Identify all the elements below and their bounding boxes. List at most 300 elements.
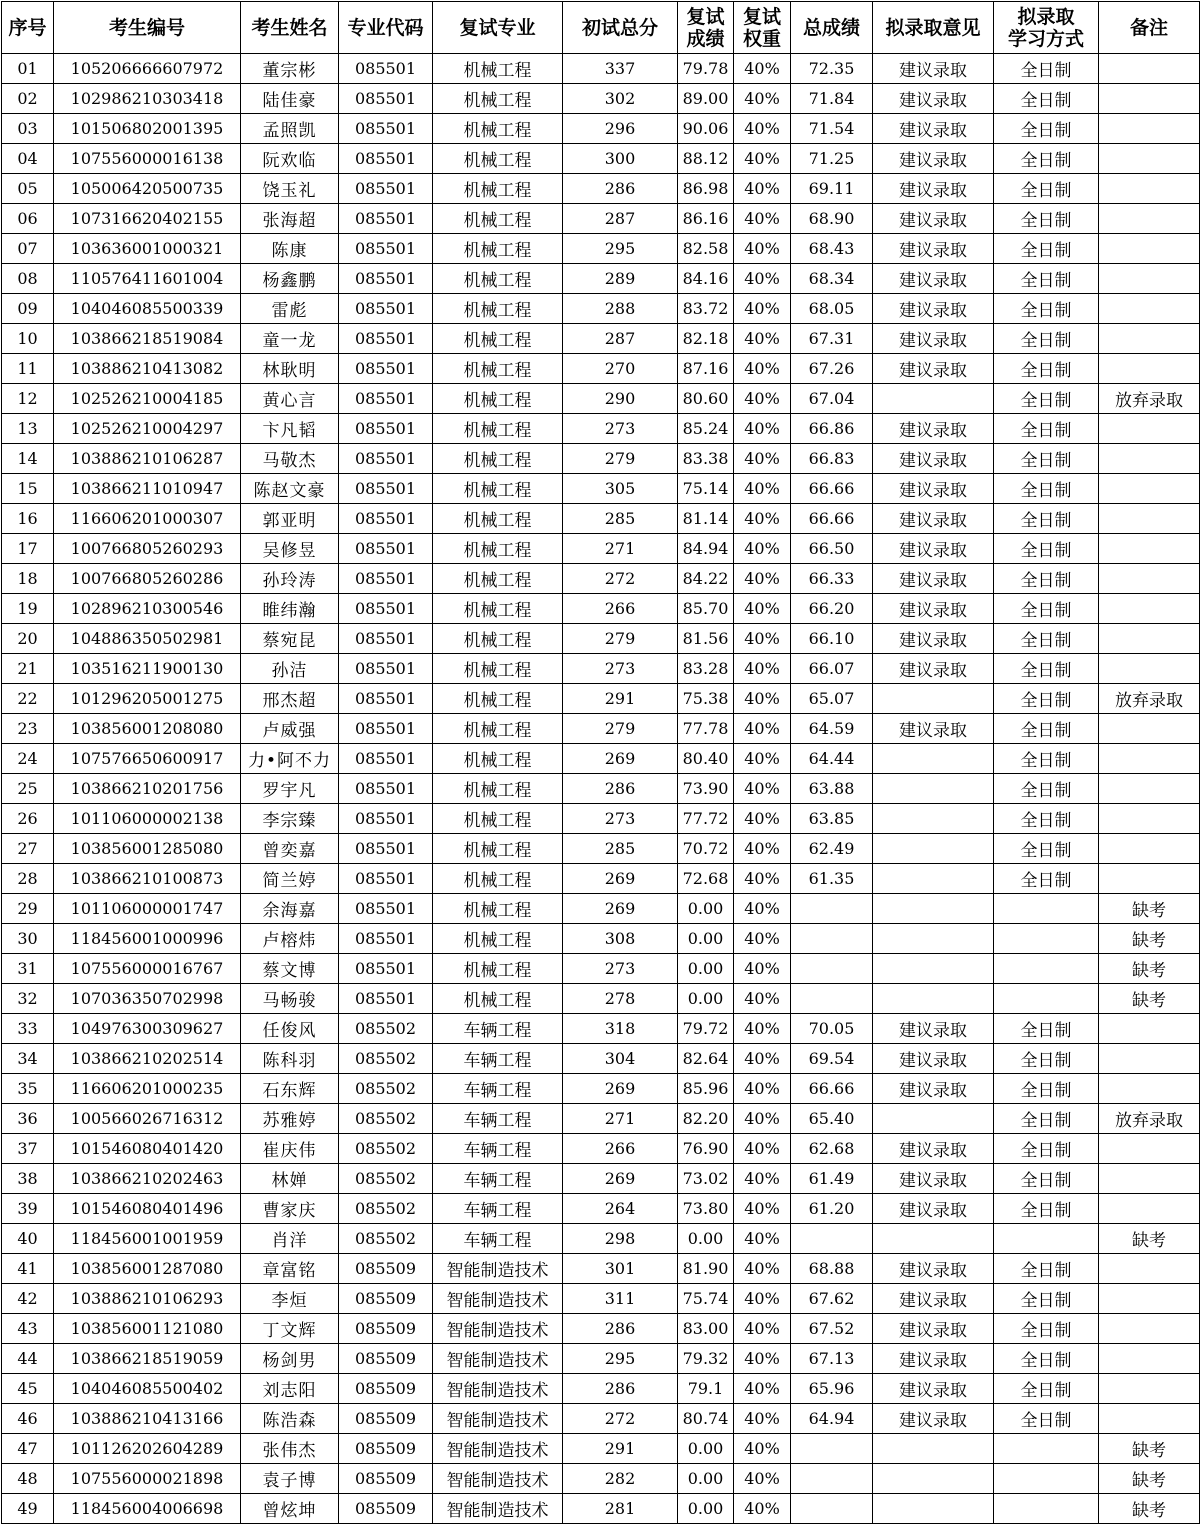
cell-retest-weight: 40% [734, 384, 791, 414]
cell-retest-score: 75.38 [678, 684, 734, 714]
cell-retest-score: 77.78 [678, 714, 734, 744]
cell-retest-score: 0.00 [678, 1224, 734, 1254]
cell-retest-score: 82.20 [678, 1104, 734, 1134]
cell-retest-score: 81.90 [678, 1254, 734, 1284]
cell-initial-total: 301 [563, 1254, 678, 1284]
cell-seq: 47 [2, 1434, 54, 1464]
cell-total-score: 70.05 [791, 1014, 873, 1044]
cell-retest-weight: 40% [734, 474, 791, 504]
cell-major-code: 085509 [339, 1464, 433, 1494]
cell-admission-advice [873, 924, 994, 954]
cell-total-score: 66.66 [791, 474, 873, 504]
cell-initial-total: 269 [563, 894, 678, 924]
cell-candidate-id: 103856001287080 [54, 1254, 241, 1284]
cell-initial-total: 288 [563, 294, 678, 324]
cell-admission-advice: 建议录取 [873, 564, 994, 594]
cell-total-score: 66.10 [791, 624, 873, 654]
table-row [2, 1134, 1200, 1164]
cell-candidate-id: 103516211900130 [54, 654, 241, 684]
table-row [2, 744, 1200, 774]
cell-total-score [791, 984, 873, 1014]
cell-initial-total: 305 [563, 474, 678, 504]
cell-seq: 44 [2, 1344, 54, 1374]
cell-remark [1099, 174, 1200, 204]
cell-candidate-name: 卢榕炜 [241, 924, 339, 954]
cell-initial-total: 279 [563, 714, 678, 744]
cell-admission-advice: 建议录取 [873, 1044, 994, 1074]
cell-study-mode: 全日制 [994, 834, 1099, 864]
cell-major-code: 085502 [339, 1044, 433, 1074]
cell-candidate-id: 103856001285080 [54, 834, 241, 864]
cell-retest-score: 0.00 [678, 1494, 734, 1524]
cell-total-score: 67.13 [791, 1344, 873, 1374]
cell-study-mode: 全日制 [994, 534, 1099, 564]
cell-initial-total: 272 [563, 1404, 678, 1434]
table-row [2, 1224, 1200, 1254]
table-row [2, 414, 1200, 444]
cell-study-mode [994, 894, 1099, 924]
cell-initial-total: 273 [563, 954, 678, 984]
cell-candidate-id: 102896210300546 [54, 594, 241, 624]
cell-initial-total: 286 [563, 774, 678, 804]
cell-admission-advice: 建议录取 [873, 234, 994, 264]
cell-remark [1099, 1014, 1200, 1044]
cell-initial-total: 318 [563, 1014, 678, 1044]
cell-admission-advice [873, 384, 994, 414]
cell-study-mode: 全日制 [994, 714, 1099, 744]
cell-candidate-name: 雷彪 [241, 294, 339, 324]
cell-retest-major: 机械工程 [433, 744, 563, 774]
cell-seq: 36 [2, 1104, 54, 1134]
cell-admission-advice [873, 804, 994, 834]
cell-admission-advice [873, 1464, 994, 1494]
cell-candidate-id: 116606201000235 [54, 1074, 241, 1104]
table-row [2, 294, 1200, 324]
cell-candidate-name: 睢纬瀚 [241, 594, 339, 624]
cell-major-code: 085502 [339, 1134, 433, 1164]
cell-major-code: 085501 [339, 144, 433, 174]
cell-total-score [791, 1464, 873, 1494]
cell-total-score: 63.85 [791, 804, 873, 834]
cell-study-mode: 全日制 [994, 864, 1099, 894]
cell-retest-score: 75.14 [678, 474, 734, 504]
cell-candidate-id: 107556000016767 [54, 954, 241, 984]
cell-retest-weight: 40% [734, 744, 791, 774]
cell-total-score: 67.52 [791, 1314, 873, 1344]
cell-candidate-name: 孟照凯 [241, 114, 339, 144]
cell-major-code: 085501 [339, 594, 433, 624]
cell-study-mode [994, 1464, 1099, 1494]
cell-seq: 21 [2, 654, 54, 684]
cell-study-mode: 全日制 [994, 1044, 1099, 1074]
header-seq: 序号 [2, 2, 54, 54]
cell-major-code: 085501 [339, 564, 433, 594]
cell-admission-advice: 建议录取 [873, 444, 994, 474]
cell-retest-major: 机械工程 [433, 474, 563, 504]
cell-study-mode: 全日制 [994, 624, 1099, 654]
cell-retest-score: 81.56 [678, 624, 734, 654]
table-row [2, 864, 1200, 894]
cell-candidate-name: 李烜 [241, 1284, 339, 1314]
cell-study-mode: 全日制 [994, 1374, 1099, 1404]
cell-retest-score: 80.40 [678, 744, 734, 774]
cell-initial-total: 308 [563, 924, 678, 954]
cell-retest-score: 87.16 [678, 354, 734, 384]
cell-seq: 41 [2, 1254, 54, 1284]
cell-initial-total: 271 [563, 534, 678, 564]
cell-candidate-id: 103856001121080 [54, 1314, 241, 1344]
table-row [2, 804, 1200, 834]
cell-admission-advice [873, 984, 994, 1014]
cell-retest-major: 机械工程 [433, 174, 563, 204]
cell-admission-advice: 建议录取 [873, 324, 994, 354]
cell-retest-score: 86.98 [678, 174, 734, 204]
cell-initial-total: 286 [563, 174, 678, 204]
cell-total-score: 66.86 [791, 414, 873, 444]
cell-candidate-name: 陈康 [241, 234, 339, 264]
cell-retest-weight: 40% [734, 984, 791, 1014]
table-row [2, 1104, 1200, 1134]
cell-candidate-id: 107316620402155 [54, 204, 241, 234]
cell-retest-major: 机械工程 [433, 894, 563, 924]
cell-retest-major: 智能制造技术 [433, 1464, 563, 1494]
cell-major-code: 085501 [339, 684, 433, 714]
cell-remark: 放弃录取 [1099, 1104, 1200, 1134]
cell-retest-score: 73.02 [678, 1164, 734, 1194]
cell-seq: 32 [2, 984, 54, 1014]
cell-candidate-name: 童一龙 [241, 324, 339, 354]
cell-initial-total: 291 [563, 1434, 678, 1464]
cell-candidate-id: 110576411601004 [54, 264, 241, 294]
cell-retest-weight: 40% [734, 1374, 791, 1404]
cell-major-code: 085502 [339, 1224, 433, 1254]
cell-retest-major: 智能制造技术 [433, 1404, 563, 1434]
cell-initial-total: 264 [563, 1194, 678, 1224]
cell-retest-score: 0.00 [678, 1464, 734, 1494]
cell-admission-advice: 建议录取 [873, 294, 994, 324]
cell-retest-major: 智能制造技术 [433, 1494, 563, 1524]
cell-major-code: 085501 [339, 264, 433, 294]
header-retest-weight: 复试 权重 [734, 2, 791, 54]
cell-candidate-id: 100766805260286 [54, 564, 241, 594]
cell-remark [1099, 864, 1200, 894]
cell-retest-major: 机械工程 [433, 834, 563, 864]
cell-total-score: 66.33 [791, 564, 873, 594]
cell-remark [1099, 774, 1200, 804]
cell-major-code: 085501 [339, 954, 433, 984]
cell-retest-score: 79.1 [678, 1374, 734, 1404]
cell-candidate-name: 袁子博 [241, 1464, 339, 1494]
cell-study-mode [994, 1494, 1099, 1524]
cell-remark: 缺考 [1099, 894, 1200, 924]
cell-retest-weight: 40% [734, 1494, 791, 1524]
cell-initial-total: 287 [563, 204, 678, 234]
cell-retest-major: 机械工程 [433, 354, 563, 384]
cell-seq: 42 [2, 1284, 54, 1314]
cell-major-code: 085501 [339, 384, 433, 414]
cell-retest-weight: 40% [734, 1344, 791, 1374]
cell-total-score: 66.66 [791, 504, 873, 534]
cell-candidate-name: 郭亚明 [241, 504, 339, 534]
cell-admission-advice [873, 774, 994, 804]
cell-initial-total: 337 [563, 54, 678, 84]
cell-seq: 35 [2, 1074, 54, 1104]
cell-candidate-id: 103636001000321 [54, 234, 241, 264]
table-row [2, 894, 1200, 924]
cell-retest-weight: 40% [734, 1254, 791, 1284]
cell-major-code: 085509 [339, 1314, 433, 1344]
cell-candidate-name: 章富铭 [241, 1254, 339, 1284]
cell-retest-score: 83.28 [678, 654, 734, 684]
cell-initial-total: 269 [563, 1164, 678, 1194]
cell-seq: 16 [2, 504, 54, 534]
cell-retest-major: 机械工程 [433, 204, 563, 234]
cell-major-code: 085502 [339, 1194, 433, 1224]
cell-candidate-id: 102986210303418 [54, 84, 241, 114]
table-row [2, 174, 1200, 204]
header-retest-score: 复试 成绩 [678, 2, 734, 54]
cell-initial-total: 300 [563, 144, 678, 174]
cell-initial-total: 266 [563, 594, 678, 624]
cell-study-mode: 全日制 [994, 144, 1099, 174]
cell-initial-total: 281 [563, 1494, 678, 1524]
cell-seq: 06 [2, 204, 54, 234]
cell-remark: 缺考 [1099, 954, 1200, 984]
cell-retest-score: 83.72 [678, 294, 734, 324]
cell-candidate-id: 104886350502981 [54, 624, 241, 654]
header-admission-advice: 拟录取意见 [873, 2, 994, 54]
cell-major-code: 085501 [339, 714, 433, 744]
cell-remark [1099, 84, 1200, 114]
cell-remark [1099, 534, 1200, 564]
cell-study-mode: 全日制 [994, 294, 1099, 324]
cell-candidate-name: 苏雅婷 [241, 1104, 339, 1134]
table-row [2, 474, 1200, 504]
cell-initial-total: 286 [563, 1314, 678, 1344]
table-row [2, 594, 1200, 624]
table-row [2, 1194, 1200, 1224]
cell-seq: 22 [2, 684, 54, 714]
cell-retest-weight: 40% [734, 654, 791, 684]
cell-initial-total: 279 [563, 444, 678, 474]
cell-total-score [791, 924, 873, 954]
cell-retest-weight: 40% [734, 594, 791, 624]
cell-study-mode: 全日制 [994, 504, 1099, 534]
cell-major-code: 085501 [339, 324, 433, 354]
cell-remark [1099, 654, 1200, 684]
cell-seq: 43 [2, 1314, 54, 1344]
cell-study-mode: 全日制 [994, 564, 1099, 594]
cell-study-mode: 全日制 [994, 1194, 1099, 1224]
cell-candidate-name: 马敬杰 [241, 444, 339, 474]
cell-remark [1099, 1134, 1200, 1164]
cell-study-mode: 全日制 [994, 474, 1099, 504]
cell-admission-advice: 建议录取 [873, 1404, 994, 1434]
cell-candidate-id: 118456004006698 [54, 1494, 241, 1524]
cell-retest-weight: 40% [734, 684, 791, 714]
cell-retest-score: 75.74 [678, 1284, 734, 1314]
cell-retest-score: 83.38 [678, 444, 734, 474]
cell-major-code: 085501 [339, 624, 433, 654]
cell-retest-major: 机械工程 [433, 84, 563, 114]
cell-retest-major: 机械工程 [433, 444, 563, 474]
cell-initial-total: 287 [563, 324, 678, 354]
cell-candidate-name: 丁文辉 [241, 1314, 339, 1344]
cell-candidate-name: 崔庆伟 [241, 1134, 339, 1164]
table-row [2, 114, 1200, 144]
cell-retest-score: 90.06 [678, 114, 734, 144]
cell-remark [1099, 144, 1200, 174]
cell-initial-total: 273 [563, 414, 678, 444]
cell-total-score: 71.54 [791, 114, 873, 144]
cell-initial-total: 296 [563, 114, 678, 144]
cell-retest-major: 智能制造技术 [433, 1434, 563, 1464]
cell-study-mode: 全日制 [994, 1134, 1099, 1164]
cell-total-score: 68.90 [791, 204, 873, 234]
cell-retest-major: 机械工程 [433, 864, 563, 894]
cell-candidate-id: 101106000002138 [54, 804, 241, 834]
cell-admission-advice [873, 834, 994, 864]
cell-retest-major: 机械工程 [433, 504, 563, 534]
cell-major-code: 085501 [339, 354, 433, 384]
cell-remark: 缺考 [1099, 984, 1200, 1014]
cell-seq: 26 [2, 804, 54, 834]
cell-remark [1099, 714, 1200, 744]
table-body [2, 54, 1200, 1524]
cell-admission-advice [873, 684, 994, 714]
table-row [2, 624, 1200, 654]
cell-candidate-id: 107556000021898 [54, 1464, 241, 1494]
cell-total-score [791, 894, 873, 924]
cell-initial-total: 302 [563, 84, 678, 114]
cell-retest-weight: 40% [734, 1074, 791, 1104]
cell-candidate-name: 孙洁 [241, 654, 339, 684]
cell-study-mode: 全日制 [994, 684, 1099, 714]
cell-major-code: 085501 [339, 294, 433, 324]
table-row [2, 354, 1200, 384]
cell-total-score: 66.50 [791, 534, 873, 564]
cell-retest-score: 76.90 [678, 1134, 734, 1164]
cell-candidate-name: 陈赵文豪 [241, 474, 339, 504]
cell-candidate-id: 107556000016138 [54, 144, 241, 174]
cell-candidate-id: 103866210202463 [54, 1164, 241, 1194]
cell-remark [1099, 354, 1200, 384]
cell-initial-total: 304 [563, 1044, 678, 1074]
cell-retest-score: 84.22 [678, 564, 734, 594]
cell-admission-advice [873, 744, 994, 774]
cell-seq: 33 [2, 1014, 54, 1044]
cell-retest-major: 智能制造技术 [433, 1254, 563, 1284]
cell-retest-major: 机械工程 [433, 954, 563, 984]
cell-retest-major: 智能制造技术 [433, 1284, 563, 1314]
cell-total-score: 61.35 [791, 864, 873, 894]
cell-candidate-id: 103866210201756 [54, 774, 241, 804]
cell-total-score [791, 1434, 873, 1464]
cell-remark [1099, 744, 1200, 774]
cell-initial-total: 295 [563, 1344, 678, 1374]
cell-candidate-id: 104046085500339 [54, 294, 241, 324]
cell-admission-advice [873, 894, 994, 924]
cell-initial-total: 289 [563, 264, 678, 294]
cell-retest-score: 73.80 [678, 1194, 734, 1224]
table-row [2, 1404, 1200, 1434]
cell-retest-weight: 40% [734, 1284, 791, 1314]
cell-total-score: 69.11 [791, 174, 873, 204]
header-major-code: 专业代码 [339, 2, 433, 54]
cell-admission-advice: 建议录取 [873, 84, 994, 114]
cell-candidate-name: 陈浩森 [241, 1404, 339, 1434]
table-row [2, 564, 1200, 594]
cell-admission-advice: 建议录取 [873, 144, 994, 174]
table-row [2, 1314, 1200, 1344]
cell-candidate-id: 107036350702998 [54, 984, 241, 1014]
header-candidate-id: 考生编号 [54, 2, 241, 54]
cell-retest-weight: 40% [734, 294, 791, 324]
cell-major-code: 085501 [339, 414, 433, 444]
cell-candidate-id: 102526210004297 [54, 414, 241, 444]
table-row [2, 1074, 1200, 1104]
cell-candidate-name: 任俊风 [241, 1014, 339, 1044]
cell-candidate-name: 杨剑男 [241, 1344, 339, 1374]
table-row [2, 84, 1200, 114]
cell-remark [1099, 54, 1200, 84]
cell-remark [1099, 1254, 1200, 1284]
cell-major-code: 085501 [339, 204, 433, 234]
cell-candidate-id: 116606201000307 [54, 504, 241, 534]
cell-candidate-id: 118456001001959 [54, 1224, 241, 1254]
cell-initial-total: 279 [563, 624, 678, 654]
cell-remark: 缺考 [1099, 924, 1200, 954]
cell-retest-score: 70.72 [678, 834, 734, 864]
cell-candidate-name: 吴修昱 [241, 534, 339, 564]
cell-candidate-name: 阮欢临 [241, 144, 339, 174]
cell-seq: 40 [2, 1224, 54, 1254]
cell-major-code: 085501 [339, 834, 433, 864]
cell-candidate-id: 103856001208080 [54, 714, 241, 744]
cell-candidate-name: 卞凡韬 [241, 414, 339, 444]
table-row [2, 1494, 1200, 1524]
cell-retest-major: 机械工程 [433, 144, 563, 174]
cell-seq: 12 [2, 384, 54, 414]
cell-candidate-id: 101546080401496 [54, 1194, 241, 1224]
cell-candidate-id: 100766805260293 [54, 534, 241, 564]
cell-total-score: 67.31 [791, 324, 873, 354]
cell-remark [1099, 1374, 1200, 1404]
cell-remark [1099, 1164, 1200, 1194]
cell-admission-advice: 建议录取 [873, 174, 994, 204]
cell-seq: 23 [2, 714, 54, 744]
cell-total-score: 67.26 [791, 354, 873, 384]
cell-retest-major: 机械工程 [433, 294, 563, 324]
cell-retest-weight: 40% [734, 1164, 791, 1194]
cell-retest-major: 机械工程 [433, 924, 563, 954]
cell-remark [1099, 1194, 1200, 1224]
cell-retest-weight: 40% [734, 1044, 791, 1074]
cell-candidate-name: 林婵 [241, 1164, 339, 1194]
cell-candidate-id: 101296205001275 [54, 684, 241, 714]
cell-study-mode: 全日制 [994, 384, 1099, 414]
cell-retest-major: 机械工程 [433, 264, 563, 294]
cell-retest-weight: 40% [734, 534, 791, 564]
cell-total-score: 66.66 [791, 1074, 873, 1104]
header-remark: 备注 [1099, 2, 1200, 54]
cell-retest-score: 79.78 [678, 54, 734, 84]
table-row [2, 1164, 1200, 1194]
cell-admission-advice: 建议录取 [873, 1344, 994, 1374]
cell-retest-weight: 40% [734, 1464, 791, 1494]
cell-admission-advice: 建议录取 [873, 594, 994, 624]
cell-retest-weight: 40% [734, 714, 791, 744]
